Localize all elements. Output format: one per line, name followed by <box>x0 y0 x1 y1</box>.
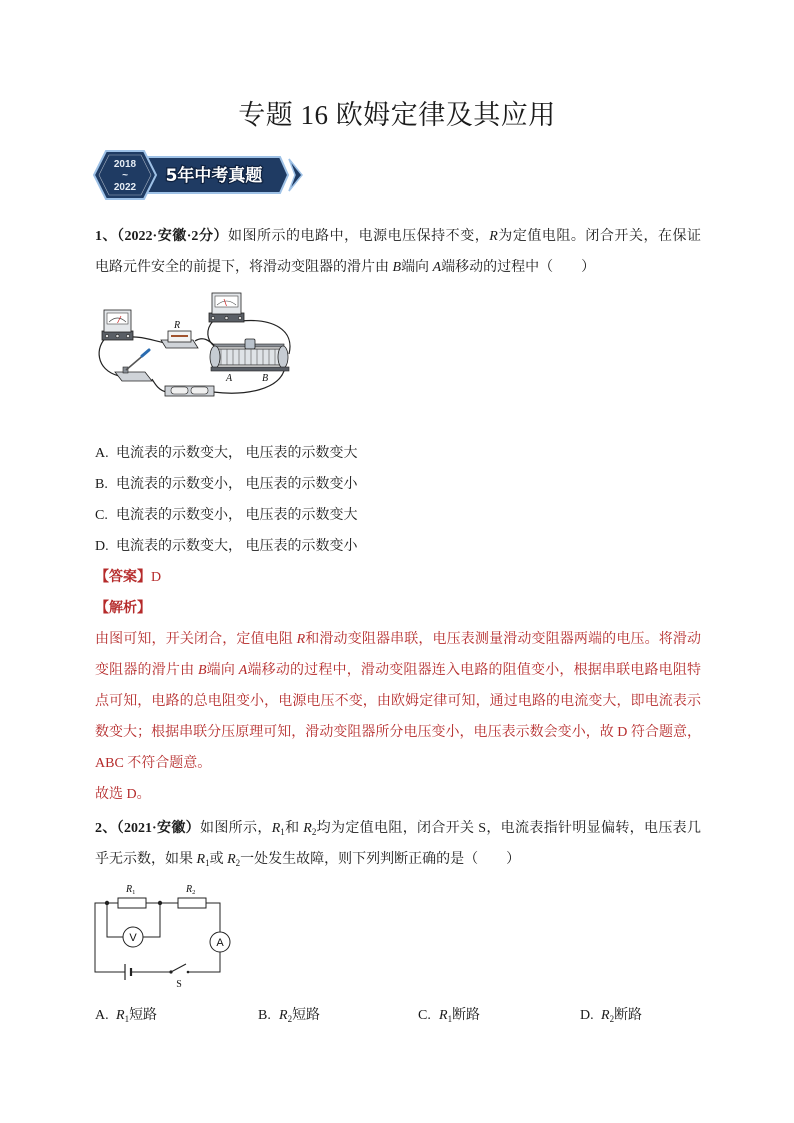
battery-holder <box>165 386 214 396</box>
junction-dot <box>158 901 162 905</box>
junction-dot <box>105 901 109 905</box>
q1-stem-line <box>95 221 701 252</box>
text-run: 端向 <box>206 663 239 678</box>
option-text: 电流表的示数变大， 电压表的示数变小 <box>116 539 358 554</box>
r2-symbol: R <box>186 884 193 895</box>
option-b <box>95 469 701 500</box>
text-run: 电路元件安全的前提下，将滑动变阻器的滑片由 <box>95 260 393 275</box>
option-letter: A. <box>95 1008 109 1023</box>
year-start: 2018 <box>113 159 137 170</box>
q1-answer-analysis <box>95 562 701 810</box>
option-c <box>418 1000 480 1031</box>
ammeter-letter: A <box>216 937 224 949</box>
r1-label <box>125 884 135 896</box>
switch-label: S <box>176 979 182 990</box>
option-text: 电流表的示数变大， 电压表的示数变大 <box>116 446 358 461</box>
subscript-index: 1 <box>124 1014 130 1024</box>
meter-terminal <box>126 334 129 337</box>
banner-label: 5年中考真题 <box>165 166 263 186</box>
page-title: 专题 16 欧姆定律及其应用 <box>238 100 556 130</box>
variable-symbol: R <box>196 852 206 867</box>
text-run: 如图所示， <box>200 821 272 836</box>
text-run: 变阻器的滑片由 <box>95 663 198 678</box>
battery-cell <box>171 387 188 394</box>
option-letter: D. <box>95 539 109 554</box>
wire <box>208 321 214 346</box>
fixed-resistor <box>161 320 198 348</box>
variable-symbol: R <box>279 1008 288 1023</box>
subscript-index: 1 <box>205 858 210 868</box>
variable-symbol: R <box>271 821 281 836</box>
variable-symbol: R <box>601 1008 610 1023</box>
option-letter: C. <box>418 1008 431 1023</box>
variable-symbol: R <box>303 821 312 836</box>
rheostat-end-cap <box>210 346 220 368</box>
switch-handle <box>142 350 149 356</box>
subscript-index: 1 <box>280 827 285 837</box>
text-run: 为定值电阻。闭合开关，在保证 <box>497 229 701 244</box>
option-text: 电流表的示数变小， 电压表的示数变大 <box>116 508 358 523</box>
meter-terminal <box>116 334 119 337</box>
option-a <box>95 438 701 469</box>
answer-line <box>95 562 701 593</box>
text-run: 端向 <box>401 260 433 275</box>
option-letter: C. <box>95 508 108 523</box>
switch-base <box>115 372 152 381</box>
meter-terminal <box>238 316 241 319</box>
wire <box>188 952 220 972</box>
q1-circuit-illustration <box>95 290 295 405</box>
q1-stem <box>95 221 701 283</box>
subscript-index: 2 <box>235 858 241 868</box>
text-run: 由图可知，开关闭合，定值电阻 <box>95 632 297 647</box>
variable-symbol: R <box>296 632 306 647</box>
conclusion-line: 故选 D。 <box>95 787 151 802</box>
meter-terminal <box>105 334 108 337</box>
rheostat-coil <box>215 349 283 365</box>
banner-arrow-icon <box>289 159 302 191</box>
analysis-line: ABC 不符合题意。 <box>95 756 212 771</box>
analysis-line <box>95 655 701 686</box>
option-text <box>279 1008 320 1023</box>
analysis-line: 点可知，电路的总电阻变小，电源电压不变，由欧姆定律可知，通过电路的电流变大，即电流表示 <box>95 694 701 709</box>
variable-symbol: R <box>227 852 236 867</box>
variable-symbol: A <box>238 663 248 678</box>
wire <box>206 903 220 932</box>
variable-symbol: B <box>392 260 402 275</box>
analysis-heading <box>95 593 701 624</box>
text-run: 一处发生故障，则下列判断正确的是（ ） <box>240 852 521 867</box>
battery-cell <box>191 387 208 394</box>
resistor-r2 <box>178 898 206 908</box>
q1-stem-line <box>95 252 701 283</box>
rheostat-base <box>211 367 289 371</box>
subscript-index: 2 <box>287 1014 293 1024</box>
text-run: 如图所示的电路中，电源电压保持不变， <box>227 229 490 244</box>
section-banner <box>92 148 304 202</box>
question-header: 2、（2021·安徽） <box>95 821 201 836</box>
q2-stem-line <box>95 844 701 875</box>
variable-symbol: A <box>432 260 442 275</box>
wire <box>128 337 165 343</box>
voltmeter-letter: V <box>129 932 137 944</box>
subscript-index: 2 <box>311 827 317 837</box>
switch-lever <box>171 964 186 972</box>
option-d <box>580 1000 642 1031</box>
option-b <box>258 1000 320 1031</box>
r1-symbol: R <box>126 884 133 895</box>
option-text <box>116 1008 157 1023</box>
subscript-index: 1 <box>447 1014 453 1024</box>
resistor-label: R <box>174 320 181 331</box>
year-separator: ~ <box>122 170 128 181</box>
q2-options <box>95 1000 701 1031</box>
text-run: 端移动的过程中，滑动变阻器连入电路的阻值变小，根据串联电路电阻特 <box>247 663 702 678</box>
option-letter: A. <box>95 446 109 461</box>
text-run: 断路 <box>452 1008 481 1023</box>
q2-circuit-diagram <box>92 878 232 990</box>
rheostat-end-b-label: B <box>262 373 269 384</box>
sliding-rheostat <box>210 339 289 384</box>
variable-symbol: R <box>116 1008 125 1023</box>
ammeter <box>102 310 133 340</box>
resistor-r1 <box>118 898 146 908</box>
analysis-line <box>95 624 701 655</box>
text-run: 端移动的过程中（ ） <box>441 260 596 275</box>
subscript-index: 2 <box>609 1014 615 1024</box>
text-run: 短路 <box>292 1008 321 1023</box>
q2-stem-line <box>95 813 701 844</box>
answer-value: D <box>151 570 162 585</box>
analysis-line: 数变大；根据串联分压原理可知，滑动变阻器所分电压变小，电压表示数会变小，故 D 符合题意， <box>95 725 701 740</box>
text-run: 乎无示数，如果 <box>95 852 197 867</box>
meter-terminal <box>225 316 228 319</box>
q2-stem <box>95 813 701 875</box>
analysis-label: 【解析】 <box>95 601 151 616</box>
answer-label: 【答案】 <box>95 570 151 585</box>
option-d <box>95 531 701 562</box>
text-run: 均为定值电阻，闭合开关 S，电流表指针明显偏转，电压表几 <box>316 821 702 836</box>
rheostat-slider <box>245 339 255 349</box>
wire <box>99 337 119 376</box>
option-text <box>601 1008 642 1023</box>
r2-label <box>185 884 195 896</box>
variable-symbol: R <box>489 229 498 244</box>
question-header: 1、（2022·安徽·2分） <box>95 229 228 244</box>
text-run: 短路 <box>129 1008 158 1023</box>
meter-terminal <box>211 316 214 319</box>
variable-symbol: R <box>439 1008 448 1023</box>
variable-symbol: B <box>197 663 207 678</box>
option-letter: D. <box>580 1008 594 1023</box>
text-run: 断路 <box>614 1008 643 1023</box>
option-c <box>95 500 701 531</box>
rheostat-end-a-label: A <box>226 373 233 384</box>
option-text <box>439 1008 480 1023</box>
option-a <box>95 1000 157 1031</box>
option-text: 电流表的示数变小， 电压表的示数变小 <box>116 477 358 492</box>
option-letter: B. <box>95 477 108 492</box>
text-run: 或 <box>209 852 228 867</box>
analysis-body <box>95 624 701 779</box>
switch-contact <box>187 971 190 974</box>
r2-index: 2 <box>192 889 196 896</box>
option-letter: B. <box>258 1008 271 1023</box>
voltmeter <box>209 293 244 322</box>
rheostat-end-cap <box>278 346 288 368</box>
q1-options <box>95 438 701 562</box>
year-end: 2022 <box>113 182 137 193</box>
r1-index: 1 <box>132 889 136 896</box>
knife-switch <box>115 350 152 381</box>
text-run: 和 <box>284 821 304 836</box>
circuit-wires <box>95 903 220 972</box>
text-run: 和滑动变阻器串联，电压表测量滑动变阻器两端的电压。将滑动 <box>305 632 702 647</box>
